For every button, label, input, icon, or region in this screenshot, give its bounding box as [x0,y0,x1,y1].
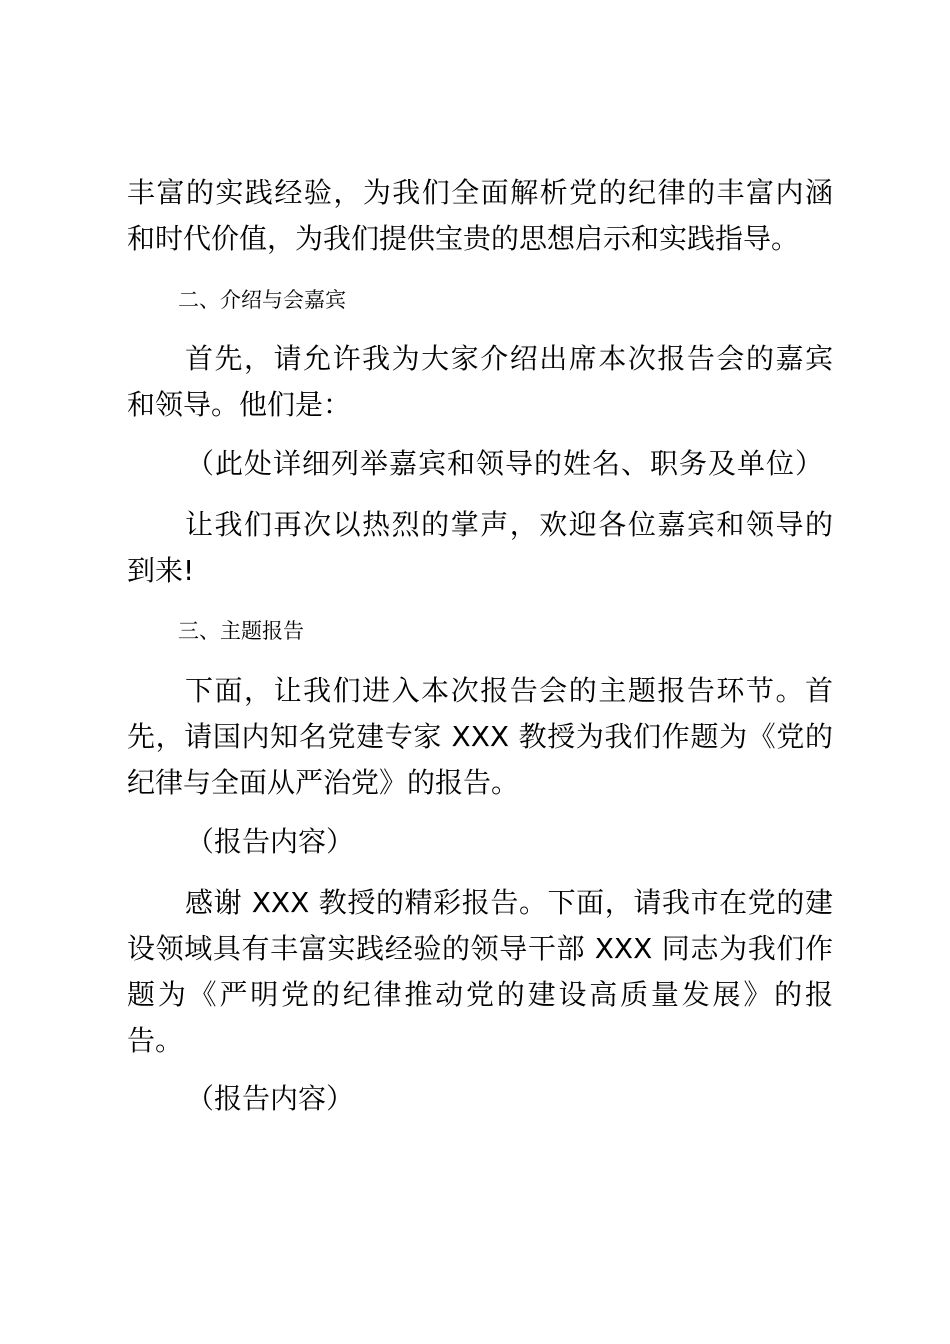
paragraph-5-line-3: 纪律与全面从严治党》的报告。 [127,766,520,799]
paragraph-7-line-2: 设领域具有丰富实践经验的领导干部 XXX 同志为我们作 [127,932,833,965]
paragraph-8: （报告内容） [186,1082,355,1115]
paragraph-2-line-1: 首先，请允许我为大家介绍出席本次报告会的嘉宾 [185,342,833,375]
paragraph-4-line-1: 让我们再次以热烈的掌声，欢迎各位嘉宾和领导的 [185,508,833,541]
section-heading-2: 二、介绍与会嘉宾 [178,288,346,312]
paragraph-5-line-2: 先，请国内知名党建专家 XXX 教授为我们作题为《党的 [127,720,833,753]
paragraph-5-line-1: 下面，让我们进入本次报告会的主题报告环节。首 [185,674,833,707]
paragraph-1-line-2: 和时代价值，为我们提供宝贵的思想启示和实践指导。 [127,222,800,255]
paragraph-7-line-1: 感谢 XXX 教授的精彩报告。下面，请我市在党的建 [185,886,833,919]
paragraph-6: （报告内容） [186,825,355,858]
section-heading-3: 三、主题报告 [178,619,304,643]
paragraph-2-line-2: 和领导。他们是： [127,388,352,421]
paragraph-1-line-1: 丰富的实践经验，为我们全面解析党的纪律的丰富内涵 [127,176,833,209]
paragraph-7-line-3: 题为《严明党的纪律推动党的建设高质量发展》的报 [127,978,833,1011]
paragraph-7-line-4: 告。 [127,1024,184,1057]
paragraph-3: （此处详细列举嘉宾和领导的姓名、职务及单位） [186,447,823,480]
paragraph-4-line-2: 到来! [127,554,195,587]
